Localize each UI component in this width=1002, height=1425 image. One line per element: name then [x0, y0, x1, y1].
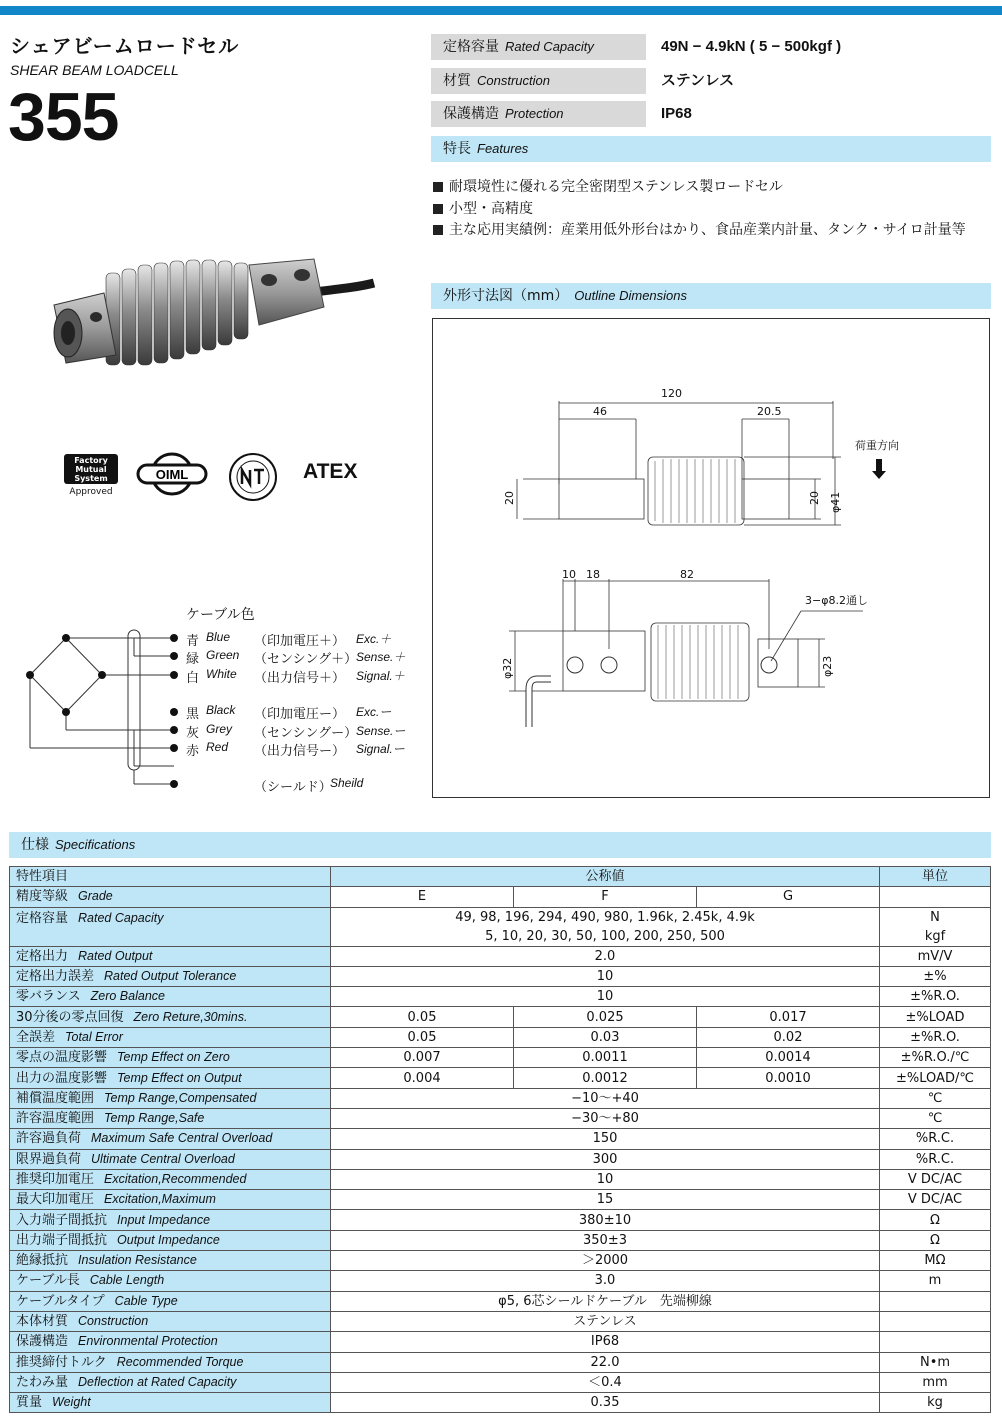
- features-header: [431, 136, 991, 162]
- label-en: Construction: [477, 73, 550, 88]
- row-value: ＞2000: [331, 1251, 880, 1271]
- wire-color-jp: 緑: [186, 652, 200, 667]
- row-label: [10, 1169, 331, 1189]
- table-row: [10, 1291, 991, 1311]
- label-jp: 材質: [443, 73, 471, 89]
- dim-20-5: 20.5: [757, 405, 782, 418]
- top-accent-bar: [0, 6, 1002, 15]
- row-label-jp: ケーブル長: [16, 1273, 80, 1289]
- table-row: [10, 1129, 991, 1149]
- row-label-jp: 許容温度範囲: [16, 1111, 95, 1127]
- table-row: [10, 1311, 991, 1331]
- row-label-jp: 出力の温度影響: [16, 1070, 108, 1086]
- row-unit: [880, 887, 991, 907]
- row-unit: Ω: [880, 1210, 991, 1230]
- dim-20-right: 20: [808, 491, 821, 505]
- summary-label: [431, 101, 646, 127]
- row-unit: V DC/AC: [880, 1190, 991, 1210]
- row-label-jp: 補償温度範囲: [16, 1090, 95, 1106]
- shield-jp: （シールド）: [254, 780, 332, 795]
- bullet-square-icon: [433, 225, 443, 235]
- table-row: [10, 1352, 991, 1372]
- feature-text: 耐環境性に優れる完全密閉型ステンレス製ロードセル: [449, 179, 783, 195]
- row-value: 22.0: [331, 1352, 880, 1372]
- row-label-en: Environmental Protection: [78, 1334, 218, 1349]
- row-label-jp: 定格出力誤差: [16, 969, 95, 985]
- features-label-en: Features: [477, 141, 529, 156]
- row-label: [10, 1352, 331, 1372]
- wire-color-en: White: [206, 667, 237, 681]
- grade-e: E: [331, 887, 514, 907]
- row-value: 15: [331, 1190, 880, 1210]
- wire-color-jp: 白: [186, 671, 200, 686]
- summary-row-protection: [431, 101, 991, 127]
- cable-color-title: ケーブル色: [186, 607, 255, 623]
- table-row: [10, 946, 991, 966]
- bridge-wiring-diagram: [14, 620, 184, 800]
- table-row: [10, 1169, 991, 1189]
- grade-f: F: [514, 887, 697, 907]
- row-label: [10, 1088, 331, 1108]
- row-label-en: Rated Output Tolerance: [104, 969, 237, 984]
- row-label-en: Temp Range,Compensated: [104, 1090, 257, 1105]
- summary-value: 49N − 4.9kN ( 5 − 500kgf ): [661, 38, 842, 55]
- row-label-en: Zero Balance: [90, 989, 165, 1004]
- outline-header: [431, 283, 991, 309]
- specifications-header: [9, 832, 991, 858]
- shield-en: Sheild: [330, 776, 364, 790]
- row-label-en: Zero Reture,30mins.: [133, 1009, 248, 1024]
- row-value: −10〜+40: [331, 1088, 880, 1108]
- row-unit: ±%R.O.: [880, 1027, 991, 1047]
- row-unit: [880, 1332, 991, 1352]
- row-value: 10: [331, 1169, 880, 1189]
- wire-func-en: Signal.ー: [356, 742, 405, 756]
- row-unit: mV/V: [880, 946, 991, 966]
- row-label-jp: 出力端子間抵抗: [16, 1232, 108, 1248]
- row-unit: mm: [880, 1372, 991, 1392]
- row-label-jp: ケーブルタイプ: [16, 1293, 105, 1309]
- row-label: [10, 1048, 331, 1068]
- row-label-jp: 限界過負荷: [16, 1151, 82, 1167]
- outline-label-jp: 外形寸法図（mm）: [443, 288, 569, 304]
- row-label: [10, 1027, 331, 1047]
- grade-g: G: [697, 887, 880, 907]
- row-label: [10, 1230, 331, 1250]
- row-label-jp: 全誤差: [16, 1029, 56, 1045]
- fm-line4: Approved: [69, 487, 113, 497]
- specifications-table: [9, 866, 991, 1413]
- fm-line3: System: [74, 474, 108, 483]
- row-unit: [880, 907, 991, 946]
- row-label-jp: 保護構造: [16, 1334, 69, 1350]
- wire-func-jp: （出力信号ー）: [254, 744, 346, 759]
- product-title-en: SHEAR BEAM LOADCELL: [10, 62, 179, 78]
- row-label: [10, 966, 331, 986]
- row-label: [10, 1210, 331, 1230]
- grade-f-value: 0.0011: [514, 1048, 697, 1068]
- table-row: [10, 907, 991, 946]
- row-label: [10, 1291, 331, 1311]
- wire-func-jp: （印加電圧＋）: [254, 634, 346, 649]
- row-value: IP68: [331, 1332, 880, 1352]
- row-label-en: Rated Capacity: [78, 910, 164, 925]
- dim-20-left: 20: [503, 491, 516, 505]
- spec-section-jp: 仕様: [21, 837, 49, 853]
- table-row: [10, 1251, 991, 1271]
- table-row: [10, 1210, 991, 1230]
- table-row: [10, 1271, 991, 1291]
- table-row: [10, 1372, 991, 1392]
- unit-n: N: [930, 909, 940, 925]
- row-label-jp: たわみ量: [16, 1374, 69, 1390]
- wire-func-jp: （印加電圧ー）: [254, 707, 346, 722]
- row-unit: Ω: [880, 1230, 991, 1250]
- row-value: 380±10: [331, 1210, 880, 1230]
- row-unit: kg: [880, 1393, 991, 1413]
- row-label-jp: 絶縁抵抗: [16, 1253, 69, 1269]
- row-label-en: Insulation Resistance: [78, 1253, 197, 1268]
- row-label-en: Recommended Torque: [116, 1354, 244, 1369]
- row-label-en: Cable Length: [89, 1273, 165, 1288]
- row-unit: V DC/AC: [880, 1169, 991, 1189]
- row-value: ＜0.4: [331, 1372, 880, 1392]
- row-label-jp: 本体材質: [16, 1314, 69, 1330]
- loadcell-photo: [44, 245, 380, 385]
- wire-func-en: Exc.＋: [356, 632, 392, 646]
- row-label-en: Output Impedance: [117, 1232, 220, 1247]
- wire-func-en: Exc.ー: [356, 705, 392, 719]
- row-label: [10, 1393, 331, 1413]
- feature-item: [433, 176, 783, 196]
- fm-approved-logo: [62, 452, 120, 498]
- table-row: [10, 1068, 991, 1088]
- ntep-logo: [228, 452, 278, 502]
- row-label-jp: 定格容量: [16, 910, 69, 926]
- fm-line1: Factory: [74, 456, 108, 465]
- grade-g-value: 0.02: [697, 1027, 880, 1047]
- row-label-jp: 零バランス: [16, 989, 81, 1005]
- row-value: 150: [331, 1129, 880, 1149]
- row-label-en: Cable Type: [114, 1293, 178, 1308]
- summary-value: ステンレス: [661, 72, 735, 89]
- load-direction-arrow-icon: [872, 459, 886, 479]
- label-jp: 保護構造: [443, 106, 499, 122]
- table-row: [10, 1027, 991, 1047]
- row-label: [10, 887, 331, 907]
- row-value: 3.0: [331, 1271, 880, 1291]
- unit-kgf: kgf: [924, 928, 946, 944]
- row-label-en: Construction: [78, 1314, 149, 1329]
- row-unit: [880, 1311, 991, 1331]
- table-row: [10, 1048, 991, 1068]
- wire-func-jp: （センシング＋）: [254, 652, 358, 667]
- row-value: 10: [331, 987, 880, 1007]
- row-label: [10, 946, 331, 966]
- row-label: [10, 987, 331, 1007]
- row-label-en: Total Error: [65, 1029, 123, 1044]
- dim-phi32: φ32: [501, 657, 514, 679]
- summary-label: [431, 34, 646, 60]
- row-unit: ℃: [880, 1108, 991, 1128]
- atex-logo: ATEX: [303, 460, 358, 483]
- dim-82: 82: [680, 568, 694, 581]
- load-direction-label: 荷重方向: [855, 439, 899, 452]
- oiml-logo: [134, 452, 210, 496]
- features-label-jp: 特長: [443, 141, 471, 157]
- wire-color-en: Black: [206, 703, 236, 717]
- dim-phi41: φ41: [829, 491, 842, 513]
- row-value: 10: [331, 966, 880, 986]
- wire-color-jp: 灰: [186, 726, 200, 741]
- table-row: [10, 1393, 991, 1413]
- grade-e-value: 0.004: [331, 1068, 514, 1088]
- table-row: [10, 1108, 991, 1128]
- wire-func-jp: （出力信号＋）: [254, 671, 346, 686]
- row-unit: ±%: [880, 966, 991, 986]
- table-header-row: [10, 867, 991, 887]
- row-unit: %R.C.: [880, 1149, 991, 1169]
- row-label-jp: 最大印加電圧: [16, 1192, 95, 1208]
- wire-color-en: Red: [206, 740, 229, 754]
- row-label: [10, 1372, 331, 1392]
- grade-e-value: 0.007: [331, 1048, 514, 1068]
- spec-section-en: Specifications: [55, 837, 136, 852]
- row-label-jp: 質量: [16, 1395, 43, 1411]
- row-unit: ±%LOAD/℃: [880, 1068, 991, 1088]
- row-label-jp: 零点の温度影響: [16, 1050, 108, 1066]
- summary-value: IP68: [661, 105, 692, 122]
- row-label-en: Rated Output: [78, 948, 153, 963]
- row-unit: ±%LOAD: [880, 1007, 991, 1027]
- wire-color-jp: 黒: [186, 707, 200, 722]
- dim-120: 120: [661, 387, 682, 400]
- capacity-values: [331, 907, 880, 946]
- row-label-en: Weight: [52, 1395, 91, 1410]
- row-unit: MΩ: [880, 1251, 991, 1271]
- row-label: [10, 1129, 331, 1149]
- row-label-en: Ultimate Central Overload: [91, 1151, 235, 1166]
- header-nominal: 公称値: [331, 867, 880, 887]
- grade-f-value: 0.0012: [514, 1068, 697, 1088]
- row-label-en: Temp Effect on Zero: [117, 1050, 230, 1065]
- feature-item: [433, 219, 966, 239]
- row-value: φ5, 6芯シールドケーブル 先端柳線: [331, 1291, 880, 1311]
- fm-line2: Mutual: [75, 465, 107, 474]
- row-label-en: Deflection at Rated Capacity: [78, 1374, 237, 1389]
- grade-g-value: 0.017: [697, 1007, 880, 1027]
- row-value: 0.35: [331, 1393, 880, 1413]
- table-row: [10, 1230, 991, 1250]
- wire-color-jp: 青: [186, 634, 200, 649]
- wire-color-en: Grey: [206, 722, 233, 736]
- dim-18: 18: [586, 568, 600, 581]
- row-label-jp: 30分後の零点回復: [16, 1009, 124, 1025]
- row-label: [10, 1271, 331, 1291]
- product-title-jp: シェアビームロードセル: [10, 34, 240, 58]
- grade-f-value: 0.03: [514, 1027, 697, 1047]
- row-unit: m: [880, 1271, 991, 1291]
- dim-46: 46: [593, 405, 607, 418]
- capacity-kgf: 5, 10, 20, 30, 50, 100, 200, 250, 500: [485, 928, 725, 944]
- outline-dimension-drawing: [432, 318, 990, 798]
- row-unit: ±%R.O.: [880, 987, 991, 1007]
- model-number: 355: [8, 79, 119, 155]
- row-label-jp: 入力端子間抵抗: [16, 1212, 108, 1228]
- feature-text: 主な応用実績例：産業用低外形台はかり、食品産業内計量、タンク・サイロ計量等: [449, 222, 966, 238]
- table-row: [10, 1088, 991, 1108]
- table-row: [10, 1190, 991, 1210]
- summary-row-capacity: [431, 34, 991, 60]
- row-label-en: Maximum Safe Central Overload: [91, 1131, 273, 1146]
- grade-g-value: 0.0014: [697, 1048, 880, 1068]
- oiml-text: OIML: [155, 467, 189, 482]
- row-label-jp: 定格出力: [16, 948, 69, 964]
- row-label: [10, 1007, 331, 1027]
- row-unit: N•m: [880, 1352, 991, 1372]
- row-unit: ℃: [880, 1088, 991, 1108]
- table-row: [10, 1149, 991, 1169]
- wire-func-en: Signal.＋: [356, 669, 405, 683]
- wire-color-en: Blue: [206, 630, 231, 644]
- dim-phi23: φ23: [821, 655, 834, 677]
- row-value: 2.0: [331, 946, 880, 966]
- row-label: [10, 1149, 331, 1169]
- row-label-en: Excitation,Recommended: [104, 1172, 247, 1186]
- header-item: 特性項目: [10, 867, 331, 887]
- grade-e-value: 0.05: [331, 1007, 514, 1027]
- capacity-n: 49, 98, 196, 294, 490, 980, 1.96k, 2.45k, 4.9k: [455, 909, 755, 925]
- wire-func-jp: （センシングー）: [254, 726, 358, 741]
- label-jp: 定格容量: [443, 39, 499, 55]
- row-unit: [880, 1291, 991, 1311]
- dim-10: 10: [562, 568, 576, 581]
- row-label-jp: 推奨締付トルク: [16, 1354, 107, 1370]
- grade-f-value: 0.025: [514, 1007, 697, 1027]
- row-label: [10, 1108, 331, 1128]
- outline-label-en: Outline Dimensions: [574, 288, 687, 303]
- row-label-en: Input Impedance: [117, 1212, 211, 1227]
- row-label: [10, 1190, 331, 1210]
- row-label-jp: 精度等級: [16, 889, 69, 905]
- bullet-square-icon: [433, 182, 443, 192]
- bullet-square-icon: [433, 204, 443, 214]
- row-unit: ±%R.O./℃: [880, 1048, 991, 1068]
- label-en: Rated Capacity: [505, 39, 594, 54]
- table-row: [10, 987, 991, 1007]
- row-label: [10, 1311, 331, 1331]
- row-label: [10, 1251, 331, 1271]
- wire-color-jp: 赤: [186, 744, 200, 759]
- header-unit: 単位: [880, 867, 991, 887]
- row-label-en: Grade: [78, 889, 113, 904]
- row-label-en: Temp Range,Safe: [104, 1111, 205, 1126]
- summary-row-construction: [431, 68, 991, 94]
- row-value: −30〜+80: [331, 1108, 880, 1128]
- row-label: [10, 1068, 331, 1088]
- summary-label: [431, 68, 646, 94]
- wire-func-en: Sense.＋: [356, 650, 406, 664]
- label-en: Protection: [505, 106, 564, 121]
- row-label-en: Excitation,Maximum: [104, 1192, 216, 1207]
- wire-color-en: Green: [206, 648, 240, 662]
- grade-g-value: 0.0010: [697, 1068, 880, 1088]
- feature-text: 小型・高精度: [449, 201, 533, 217]
- row-value: ステンレス: [331, 1311, 880, 1331]
- table-row: [10, 1332, 991, 1352]
- row-label-jp: 許容過負荷: [16, 1131, 82, 1147]
- row-value: 300: [331, 1149, 880, 1169]
- wire-func-en: Sense.ー: [356, 724, 406, 738]
- grade-e-value: 0.05: [331, 1027, 514, 1047]
- row-label: [10, 907, 331, 946]
- row-label-en: Temp Effect on Output: [117, 1070, 242, 1085]
- feature-item: [433, 198, 533, 218]
- dim-holes: 3−φ8.2通し: [805, 594, 868, 607]
- row-label-jp: 推奨印加電圧: [16, 1172, 95, 1187]
- table-row: [10, 887, 991, 907]
- row-label: [10, 1332, 331, 1352]
- row-value: 350±3: [331, 1230, 880, 1250]
- row-unit: %R.C.: [880, 1129, 991, 1149]
- table-row: [10, 966, 991, 986]
- table-row: [10, 1007, 991, 1027]
